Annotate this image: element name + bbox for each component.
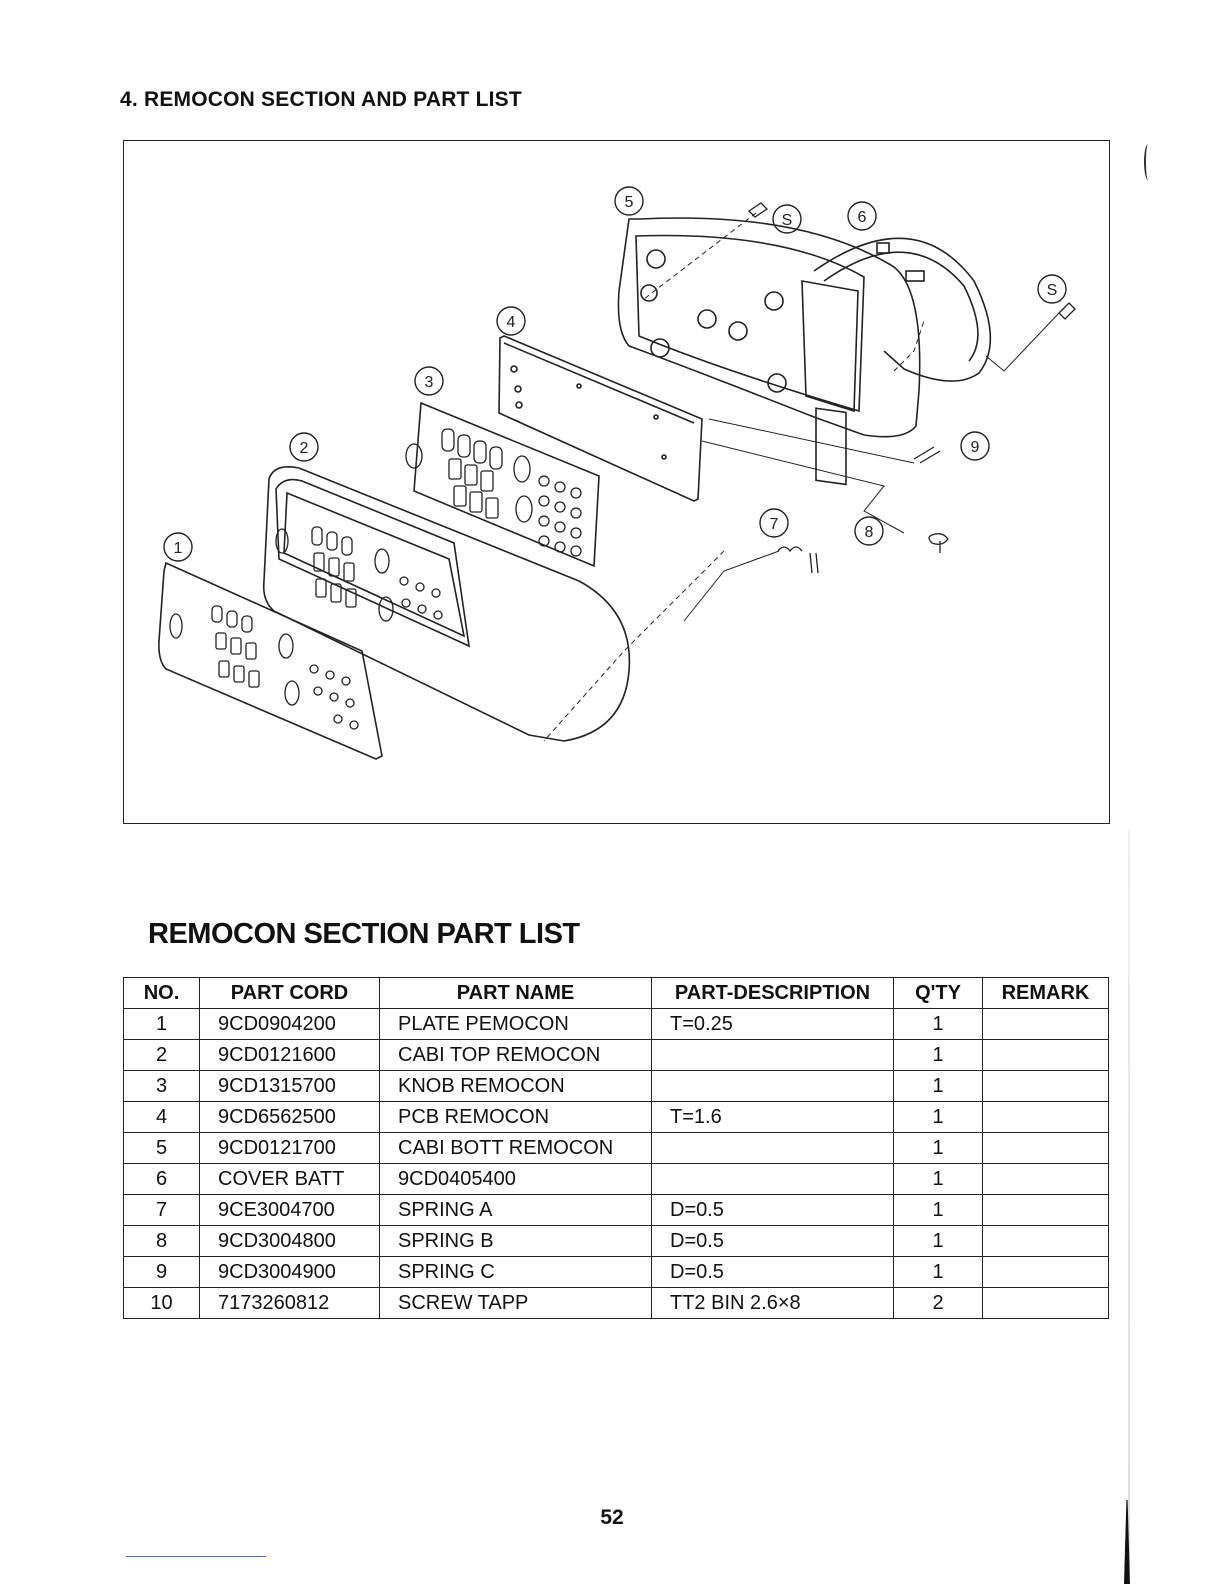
cell-description: D=0.5 <box>652 1257 894 1288</box>
table-row <box>124 1164 1109 1195</box>
cell-part-name: SPRING A <box>380 1195 652 1226</box>
cell-remark <box>983 1071 1109 1102</box>
callout-1: 1 <box>173 540 183 557</box>
cell-qty: 1 <box>894 1164 983 1195</box>
cell-remark <box>983 1288 1109 1319</box>
parts-table <box>123 977 1109 1319</box>
exploded-diagram <box>123 140 1110 824</box>
callout-s-right: S <box>1046 282 1058 299</box>
cell-qty: 1 <box>894 1133 983 1164</box>
table-row <box>124 1009 1109 1040</box>
knob-part <box>406 403 599 566</box>
table-row <box>124 1257 1109 1288</box>
callout-4: 4 <box>506 314 516 331</box>
cell-remark <box>983 1133 1109 1164</box>
cell-part-name: CABI BOTT REMOCON <box>380 1133 652 1164</box>
table-header-row <box>124 978 1109 1009</box>
cell-no: 1 <box>124 1009 200 1040</box>
cell-part-name: SCREW TAPP <box>380 1288 652 1319</box>
cell-qty: 1 <box>894 1071 983 1102</box>
cell-no: 7 <box>124 1195 200 1226</box>
callout-5: 5 <box>624 194 634 211</box>
header-part-name: PART NAME <box>380 978 652 1009</box>
cell-remark <box>983 1040 1109 1071</box>
cell-no: 10 <box>124 1288 200 1319</box>
cell-part-cord: 9CD0121600 <box>200 1040 380 1071</box>
callout-8: 8 <box>864 524 874 541</box>
callout-9: 9 <box>970 439 980 456</box>
cell-part-cord: 9CE3004700 <box>200 1195 380 1226</box>
cell-part-cord: 7173260812 <box>200 1288 380 1319</box>
cell-part-cord: 9CD3004900 <box>200 1257 380 1288</box>
cell-description: D=0.5 <box>652 1195 894 1226</box>
parts-list-title: REMOCON SECTION PART LIST <box>148 918 580 950</box>
header-remark: REMARK <box>983 978 1109 1009</box>
cell-no: 9 <box>124 1257 200 1288</box>
header-qty: Q'TY <box>894 978 983 1009</box>
cell-no: 3 <box>124 1071 200 1102</box>
leader-lines-solid <box>684 313 1059 621</box>
cell-no: 8 <box>124 1226 200 1257</box>
cell-remark <box>983 1009 1109 1040</box>
cell-part-cord: 9CD6562500 <box>200 1102 380 1133</box>
table-row <box>124 1040 1109 1071</box>
callout-7: 7 <box>769 516 779 533</box>
scan-edge-line <box>1128 830 1130 1570</box>
cell-part-cord: COVER BATT <box>200 1164 380 1195</box>
cabi-bott-part <box>618 218 919 484</box>
cell-part-name: KNOB REMOCON <box>380 1071 652 1102</box>
cell-description: T=0.25 <box>652 1009 894 1040</box>
cell-remark <box>983 1195 1109 1226</box>
table-row <box>124 1133 1109 1164</box>
cell-description <box>652 1071 894 1102</box>
callout-3: 3 <box>424 374 434 391</box>
cell-qty: 2 <box>894 1288 983 1319</box>
cell-part-cord: 9CD1315700 <box>200 1071 380 1102</box>
cell-part-name: SPRING C <box>380 1257 652 1288</box>
scan-edge-mark <box>1144 144 1152 180</box>
springs-screws <box>749 203 1075 573</box>
cell-remark <box>983 1257 1109 1288</box>
cell-remark <box>983 1226 1109 1257</box>
pcb-part <box>499 336 702 501</box>
cell-qty: 1 <box>894 1102 983 1133</box>
cell-description <box>652 1164 894 1195</box>
cell-description <box>652 1133 894 1164</box>
cell-no: 5 <box>124 1133 200 1164</box>
cell-part-cord: 9CD3004800 <box>200 1226 380 1257</box>
cell-description <box>652 1040 894 1071</box>
header-no: NO. <box>124 978 200 1009</box>
cell-no: 6 <box>124 1164 200 1195</box>
header-part-description: PART-DESCRIPTION <box>652 978 894 1009</box>
table-row <box>124 1226 1109 1257</box>
cell-part-name: PCB REMOCON <box>380 1102 652 1133</box>
footer-rule <box>126 1556 266 1557</box>
table-row <box>124 1195 1109 1226</box>
exploded-view-drawing <box>124 141 1108 822</box>
cell-qty: 1 <box>894 1226 983 1257</box>
leader-lines <box>544 213 924 741</box>
cell-qty: 1 <box>894 1009 983 1040</box>
plate-part <box>159 563 382 759</box>
cell-remark <box>983 1164 1109 1195</box>
cell-description: D=0.5 <box>652 1226 894 1257</box>
table-row <box>124 1288 1109 1319</box>
cell-qty: 1 <box>894 1195 983 1226</box>
table-row <box>124 1102 1109 1133</box>
callout-2: 2 <box>299 440 309 457</box>
page-number: 52 <box>600 1506 624 1529</box>
cell-part-name: CABI TOP REMOCON <box>380 1040 652 1071</box>
callout-s-top: S <box>781 212 793 229</box>
cell-part-name: 9CD0405400 <box>380 1164 652 1195</box>
cell-part-name: SPRING B <box>380 1226 652 1257</box>
cell-description: TT2 BIN 2.6×8 <box>652 1288 894 1319</box>
header-part-cord: PART CORD <box>200 978 380 1009</box>
cell-part-name: PLATE PEMOCON <box>380 1009 652 1040</box>
cell-description: T=1.6 <box>652 1102 894 1133</box>
callout-6: 6 <box>857 209 867 226</box>
cell-no: 2 <box>124 1040 200 1071</box>
cell-qty: 1 <box>894 1040 983 1071</box>
callouts <box>164 187 1066 561</box>
cell-qty: 1 <box>894 1257 983 1288</box>
table-row <box>124 1071 1109 1102</box>
cell-part-cord: 9CD0904200 <box>200 1009 380 1040</box>
cover-batt-part <box>814 238 990 381</box>
section-title: 4. REMOCON SECTION AND PART LIST <box>120 88 522 111</box>
cell-part-cord: 9CD0121700 <box>200 1133 380 1164</box>
cell-no: 4 <box>124 1102 200 1133</box>
cell-remark <box>983 1102 1109 1133</box>
